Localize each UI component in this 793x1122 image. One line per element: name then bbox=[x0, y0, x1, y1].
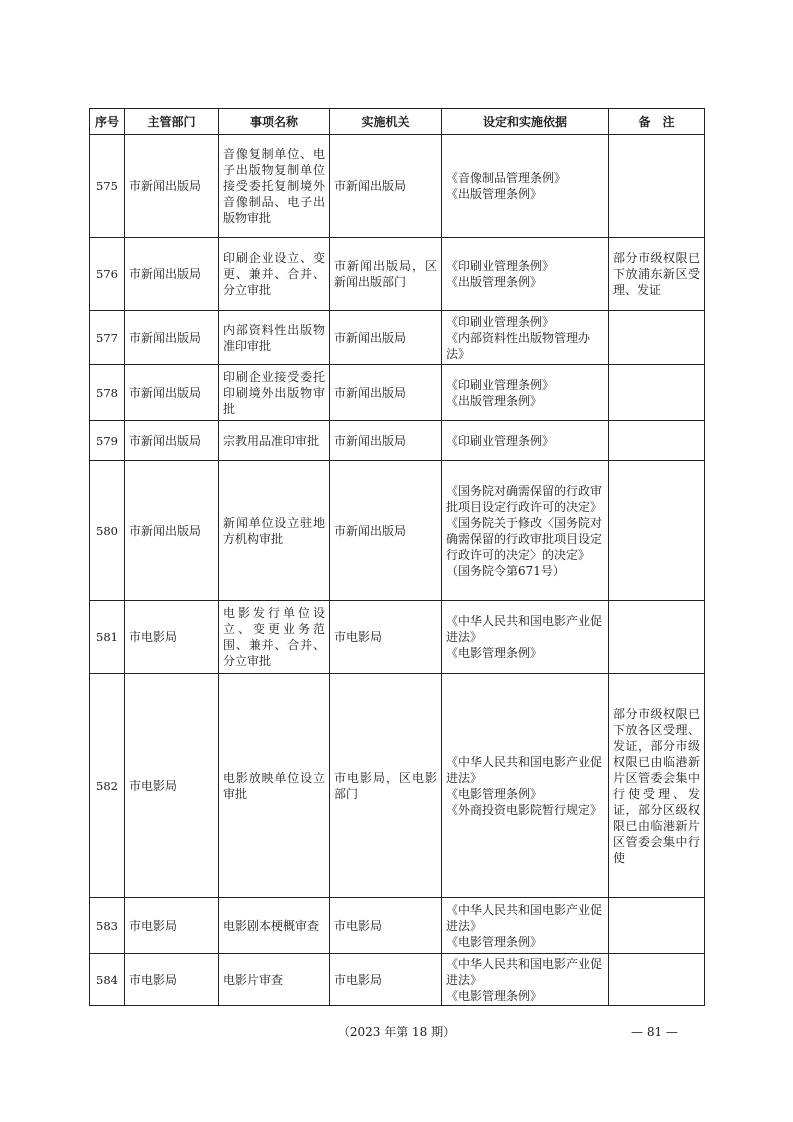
row-agency: 市新闻出版局 bbox=[330, 421, 442, 461]
row-basis bbox=[442, 311, 609, 365]
table-header-row bbox=[90, 109, 705, 135]
header-serial-number: 序号 bbox=[90, 109, 125, 135]
header-remarks: 备 注 bbox=[609, 109, 705, 135]
row-number: 577 bbox=[90, 311, 125, 365]
table-row bbox=[90, 674, 705, 898]
row-item-name: 电影发行单位设立、变更业务范围、兼并、合并、分立审批 bbox=[219, 601, 330, 674]
table-row bbox=[90, 601, 705, 674]
issue-label: （2023 年第 18 期） bbox=[337, 1025, 456, 1039]
basis-line: 《印刷业管理条例》 bbox=[446, 433, 555, 448]
basis-line: 《中华人民共和国电影产业促进法》 bbox=[446, 614, 603, 644]
approval-items-table bbox=[89, 108, 705, 1006]
basis-line: 《电影管理条例》 bbox=[446, 786, 543, 801]
row-item-name: 电影放映单位设立审批 bbox=[219, 674, 330, 898]
table-row bbox=[90, 898, 705, 954]
basis-line: 《外商投资电影院暂行规定》 bbox=[446, 802, 603, 817]
row-number: 576 bbox=[90, 238, 125, 311]
row-number: 581 bbox=[90, 601, 125, 674]
row-item-name: 宗教用品准印审批 bbox=[219, 421, 330, 461]
basis-line: 《内部资料性出版物管理办法》 bbox=[446, 330, 591, 361]
table-row bbox=[90, 238, 705, 311]
row-basis bbox=[442, 365, 609, 421]
row-agency: 市新闻出版局 bbox=[330, 461, 442, 601]
basis-line: 《电影管理条例》 bbox=[446, 988, 543, 1003]
row-remarks bbox=[609, 135, 705, 238]
row-remarks bbox=[609, 311, 705, 365]
row-agency: 市电影局 bbox=[330, 601, 442, 674]
header-item-name: 事项名称 bbox=[219, 109, 330, 135]
basis-line: 《电影管理条例》 bbox=[446, 934, 543, 949]
header-department: 主管部门 bbox=[125, 109, 219, 135]
row-agency: 市电影局 bbox=[330, 898, 442, 954]
basis-line: 《出版管理条例》 bbox=[446, 393, 543, 408]
row-agency: 市新闻出版局 bbox=[330, 311, 442, 365]
row-number: 578 bbox=[90, 365, 125, 421]
row-agency: 市电影局 bbox=[330, 954, 442, 1006]
row-number: 575 bbox=[90, 135, 125, 238]
row-basis bbox=[442, 601, 609, 674]
table-row bbox=[90, 421, 705, 461]
row-department: 市电影局 bbox=[125, 601, 219, 674]
basis-line: 《电影管理条例》 bbox=[446, 646, 543, 660]
table-row bbox=[90, 135, 705, 238]
row-remarks bbox=[609, 601, 705, 674]
row-remarks: 部分市级权限已下放浦东新区受理、发证 bbox=[609, 238, 705, 311]
table-row bbox=[90, 311, 705, 365]
row-department: 市新闻出版局 bbox=[125, 421, 219, 461]
header-implementing-agency: 实施机关 bbox=[330, 109, 442, 135]
row-number: 580 bbox=[90, 461, 125, 601]
row-department: 市新闻出版局 bbox=[125, 135, 219, 238]
row-department: 市新闻出版局 bbox=[125, 365, 219, 421]
row-basis bbox=[442, 135, 609, 238]
row-basis bbox=[442, 674, 609, 898]
row-item-name: 印刷企业设立、变更、兼并、合并、分立审批 bbox=[219, 238, 330, 311]
row-agency: 市新闻出版局，区新闻出版部门 bbox=[330, 238, 442, 311]
row-department: 市新闻出版局 bbox=[125, 311, 219, 365]
row-remarks: 部分市级权限已下放各区受理、发证，部分市级权限已由临港新片区管委会集中行使受理、发证，部分区级权限已由临港新片区管委会集中行使 bbox=[609, 674, 705, 898]
row-remarks bbox=[609, 461, 705, 601]
row-department: 市电影局 bbox=[125, 954, 219, 1006]
page-number: — 81 — bbox=[631, 1025, 678, 1039]
basis-line: 《出版管理条例》 bbox=[446, 187, 543, 201]
row-department: 市电影局 bbox=[125, 674, 219, 898]
row-agency: 市新闻出版局 bbox=[330, 135, 442, 238]
table-row bbox=[90, 461, 705, 601]
row-department: 市新闻出版局 bbox=[125, 461, 219, 601]
row-item-name: 新闻单位设立驻地方机构审批 bbox=[219, 461, 330, 601]
row-department: 市电影局 bbox=[125, 898, 219, 954]
basis-line: 《中华人民共和国电影产业促进法》 bbox=[446, 754, 603, 785]
basis-line: 《国务院关于修改〈国务院对确需保留的行政审批项目设定行政许可的决定〉的决定》（国务院令第671号） bbox=[446, 515, 603, 578]
row-basis bbox=[442, 421, 609, 461]
row-department: 市新闻出版局 bbox=[125, 238, 219, 311]
basis-line: 《中华人民共和国电影产业促进法》 bbox=[446, 956, 603, 987]
row-number: 583 bbox=[90, 898, 125, 954]
basis-line: 《音像制品管理条例》 bbox=[446, 171, 567, 185]
basis-line: 《国务院对确需保留的行政审批项目设定行政许可的决定》 bbox=[446, 483, 603, 514]
row-basis bbox=[442, 898, 609, 954]
row-agency: 市电影局，区电影部门 bbox=[330, 674, 442, 898]
basis-line: 《印刷业管理条例》 bbox=[446, 259, 555, 273]
basis-line: 《印刷业管理条例》 bbox=[446, 314, 555, 329]
basis-line: 《出版管理条例》 bbox=[446, 275, 543, 289]
row-basis bbox=[442, 238, 609, 311]
basis-line: 《印刷业管理条例》 bbox=[446, 377, 555, 392]
row-remarks bbox=[609, 421, 705, 461]
row-basis bbox=[442, 461, 609, 601]
row-number: 582 bbox=[90, 674, 125, 898]
row-item-name: 音像复制单位、电子出版物复制单位接受委托复制境外音像制品、电子出版物审批 bbox=[219, 135, 330, 238]
row-remarks bbox=[609, 365, 705, 421]
table-row bbox=[90, 365, 705, 421]
row-remarks bbox=[609, 954, 705, 1006]
row-basis bbox=[442, 954, 609, 1006]
header-legal-basis: 设定和实施依据 bbox=[442, 109, 609, 135]
row-item-name: 电影片审查 bbox=[219, 954, 330, 1006]
row-number: 579 bbox=[90, 421, 125, 461]
row-item-name: 印刷企业接受委托印刷境外出版物审批 bbox=[219, 365, 330, 421]
row-agency: 市新闻出版局 bbox=[330, 365, 442, 421]
basis-line: 《中华人民共和国电影产业促进法》 bbox=[446, 902, 603, 933]
row-item-name: 电影剧本梗概审查 bbox=[219, 898, 330, 954]
row-item-name: 内部资料性出版物准印审批 bbox=[219, 311, 330, 365]
row-remarks bbox=[609, 898, 705, 954]
row-number: 584 bbox=[90, 954, 125, 1006]
table-row bbox=[90, 954, 705, 1006]
